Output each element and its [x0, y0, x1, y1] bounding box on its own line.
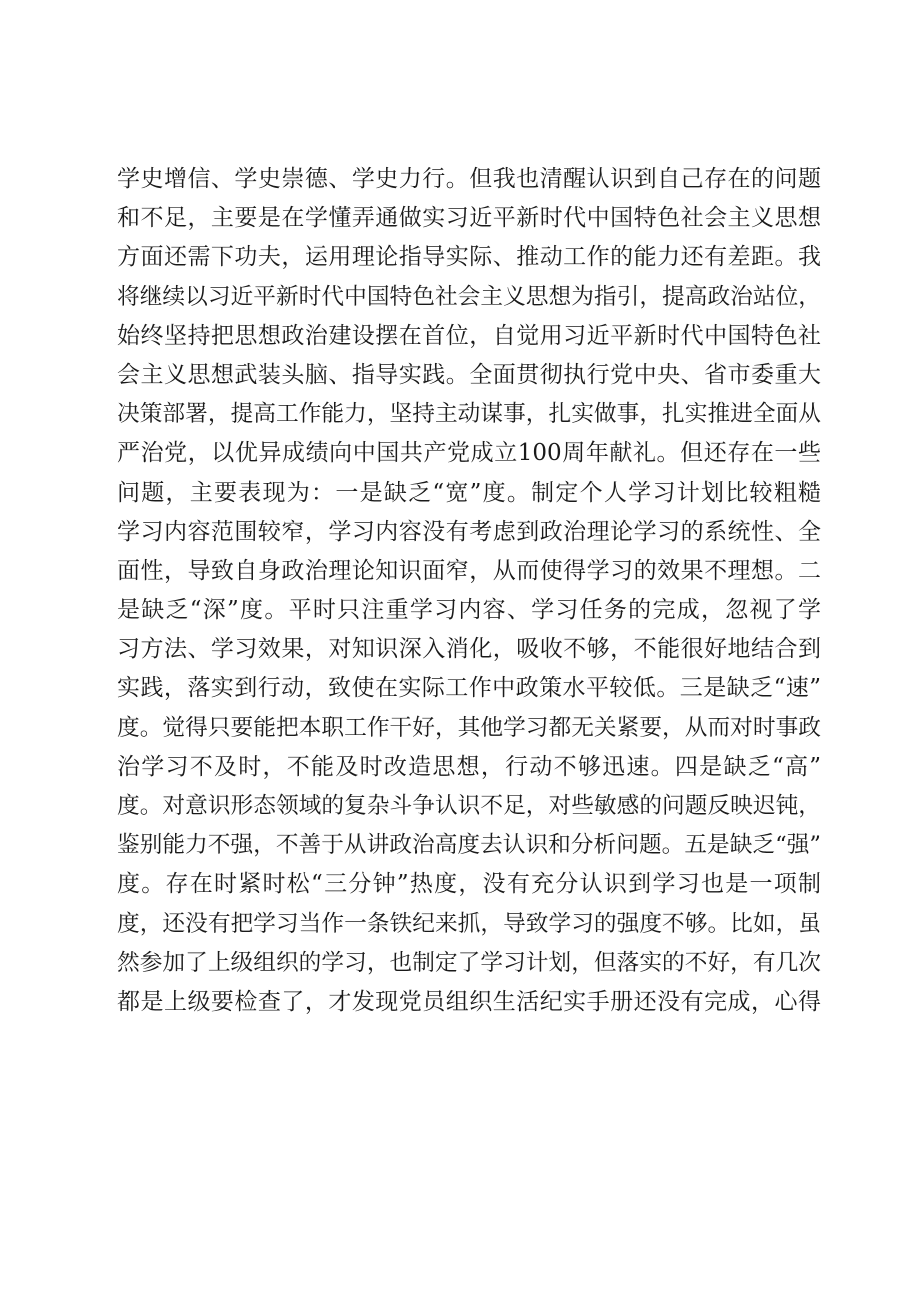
body-paragraph	[117, 160, 821, 1022]
text-line: 严治党，以优异成绩向中国共产党成立100周年献礼。但还存在一些	[117, 440, 821, 467]
text-line: 度，还没有把学习当作一条铁纪来抓，导致学习的强度不够。比如，虽	[117, 910, 821, 937]
text-line: 度。存在时紧时松“三分钟”热度，没有充分认识到学习也是一项制	[117, 871, 821, 898]
text-line: 鉴别能力不强，不善于从讲政治高度去认识和分析问题。五是缺乏“强”	[117, 832, 821, 859]
text-line: 是缺乏“深”度。平时只注重学习内容、学习任务的完成，忽视了学	[117, 597, 821, 624]
text-line: 会主义思想武装头脑、指导实践。全面贯彻执行党中央、省市委重大	[117, 361, 821, 388]
text-line: 习方法、学习效果，对知识深入消化，吸收不够，不能很好地结合到	[117, 636, 821, 663]
text-line: 面性，导致自身政治理论知识面窄，从而使得学习的效果不理想。二	[117, 557, 821, 584]
text-line: 学习内容范围较窄，学习内容没有考虑到政治理论学习的系统性、全	[117, 518, 821, 545]
text-line: 都是上级要检查了，才发现党员组织生活纪实手册还没有完成，心得	[117, 988, 821, 1015]
text-line: 实践，落实到行动，致使在实际工作中政策水平较低。三是缺乏“速”	[117, 675, 821, 702]
text-line: 方面还需下功夫，运用理论指导实际、推动工作的能力还有差距。我	[117, 244, 821, 271]
text-line: 度。对意识形态领域的复杂斗争认识不足，对些敏感的问题反映迟钝，	[117, 793, 821, 819]
text-line: 始终坚持把思想政治建设摆在首位，自觉用习近平新时代中国特色社	[117, 322, 821, 349]
text-line: 学史增信、学史崇德、学史力行。但我也清醒认识到自己存在的问题	[117, 166, 821, 192]
text-line: 度。觉得只要能把本职工作干好，其他学习都无关紧要，从而对时事政	[117, 714, 821, 741]
text-line: 治学习不及时，不能及时改造思想，行动不够迅速。四是缺乏“高”	[117, 753, 821, 780]
text-line: 问题，主要表现为：一是缺乏“宽”度。制定个人学习计划比较粗糙	[117, 479, 821, 506]
text-line: 然参加了上级组织的学习，也制定了学习计划，但落实的不好，有几次	[117, 949, 821, 976]
text-line: 决策部署，提高工作能力，坚持主动谋事，扎实做事，扎实推进全面从	[117, 401, 821, 428]
text-line: 将继续以习近平新时代中国特色社会主义思想为指引，提高政治站位，	[117, 283, 821, 310]
text-line: 和不足，主要是在学懂弄通做实习近平新时代中国特色社会主义思想	[117, 205, 821, 232]
